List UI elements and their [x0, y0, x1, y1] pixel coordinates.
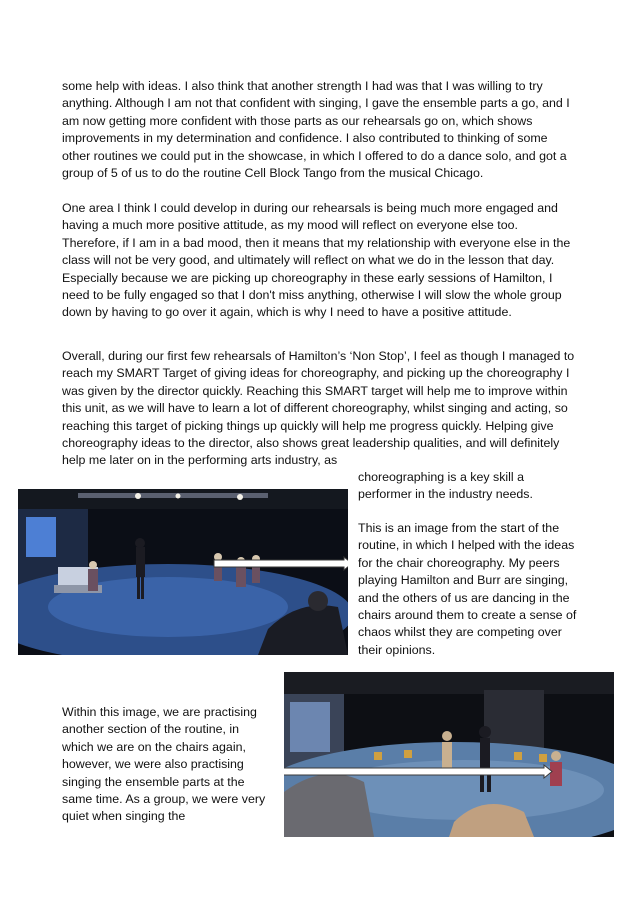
paragraph-strengths: some help with ideas. I also think that another strength I had was that I was willing to try anything. Although I am not that confident with singing, I gave the ensemble parts a go, and I am now getting more confident with those parts as our rehearsals go on, which shows improvements in my determination and confidence. I also contributed to thinking of some other routines we could put in the showcase, in which I offered to do a dance solo, and got a group of 5 of us to do the routine Cell Block Tango from the musical Chicago. [62, 79, 570, 181]
rehearsal-photo-2 [284, 672, 614, 837]
rehearsal-photo-1 [18, 489, 348, 655]
image-caption-1: This is an image from the start of the routine, in which I helped with the ideas for the chair choreography. My peers playing Hamilton and Burr are singing, and the others of us are dancing in the chairs around them to create a sense of chaos whilst they are competing over their opinions. [358, 521, 577, 657]
image-caption-2: Within this image, we are practising another section of the routine, in which we are on the chairs again, however, we were also practising singing the ensemble parts at the same time. As a group, we were very quiet when singing the [62, 705, 266, 824]
paragraph-development: One area I think I could develop in during our rehearsals is being much more engaged and having a much more positive attitude, as my mood will reflect on everyone else too. Therefore, if I am in a bad mood, then it means that my relationship with everyone else in the class will not be very good, and ultimately will reflect on what we do in the lesson that day. Especially because we are picking up choreography in these early sessions of Hamilton, I need to be fully engaged so that I don't miss anything, otherwise I will slow the whole group down by having to go over it again, which is why I need to have a positive attitude. [62, 201, 571, 320]
side-text-continuation: choreographing is a key skill a performer in the industry needs. [358, 470, 533, 502]
paragraph-overall: Overall, during our first few rehearsals of Hamilton’s ‘Non Stop’, I feel as though I managed to reach my SMART Target of giving ideas for choreography, and picking up the choreography I was given by the director quickly. Reaching this SMART target will help me to improve within this unit, as we will have to learn a lot of different choreography, whilst singing and acting, so reaching this target of picking things up quickly will help me progress quickly. Helping give choreography ideas to the director, also shows great leadership qualities, and will definitely help me later on in the performing arts industry, as [62, 349, 575, 468]
